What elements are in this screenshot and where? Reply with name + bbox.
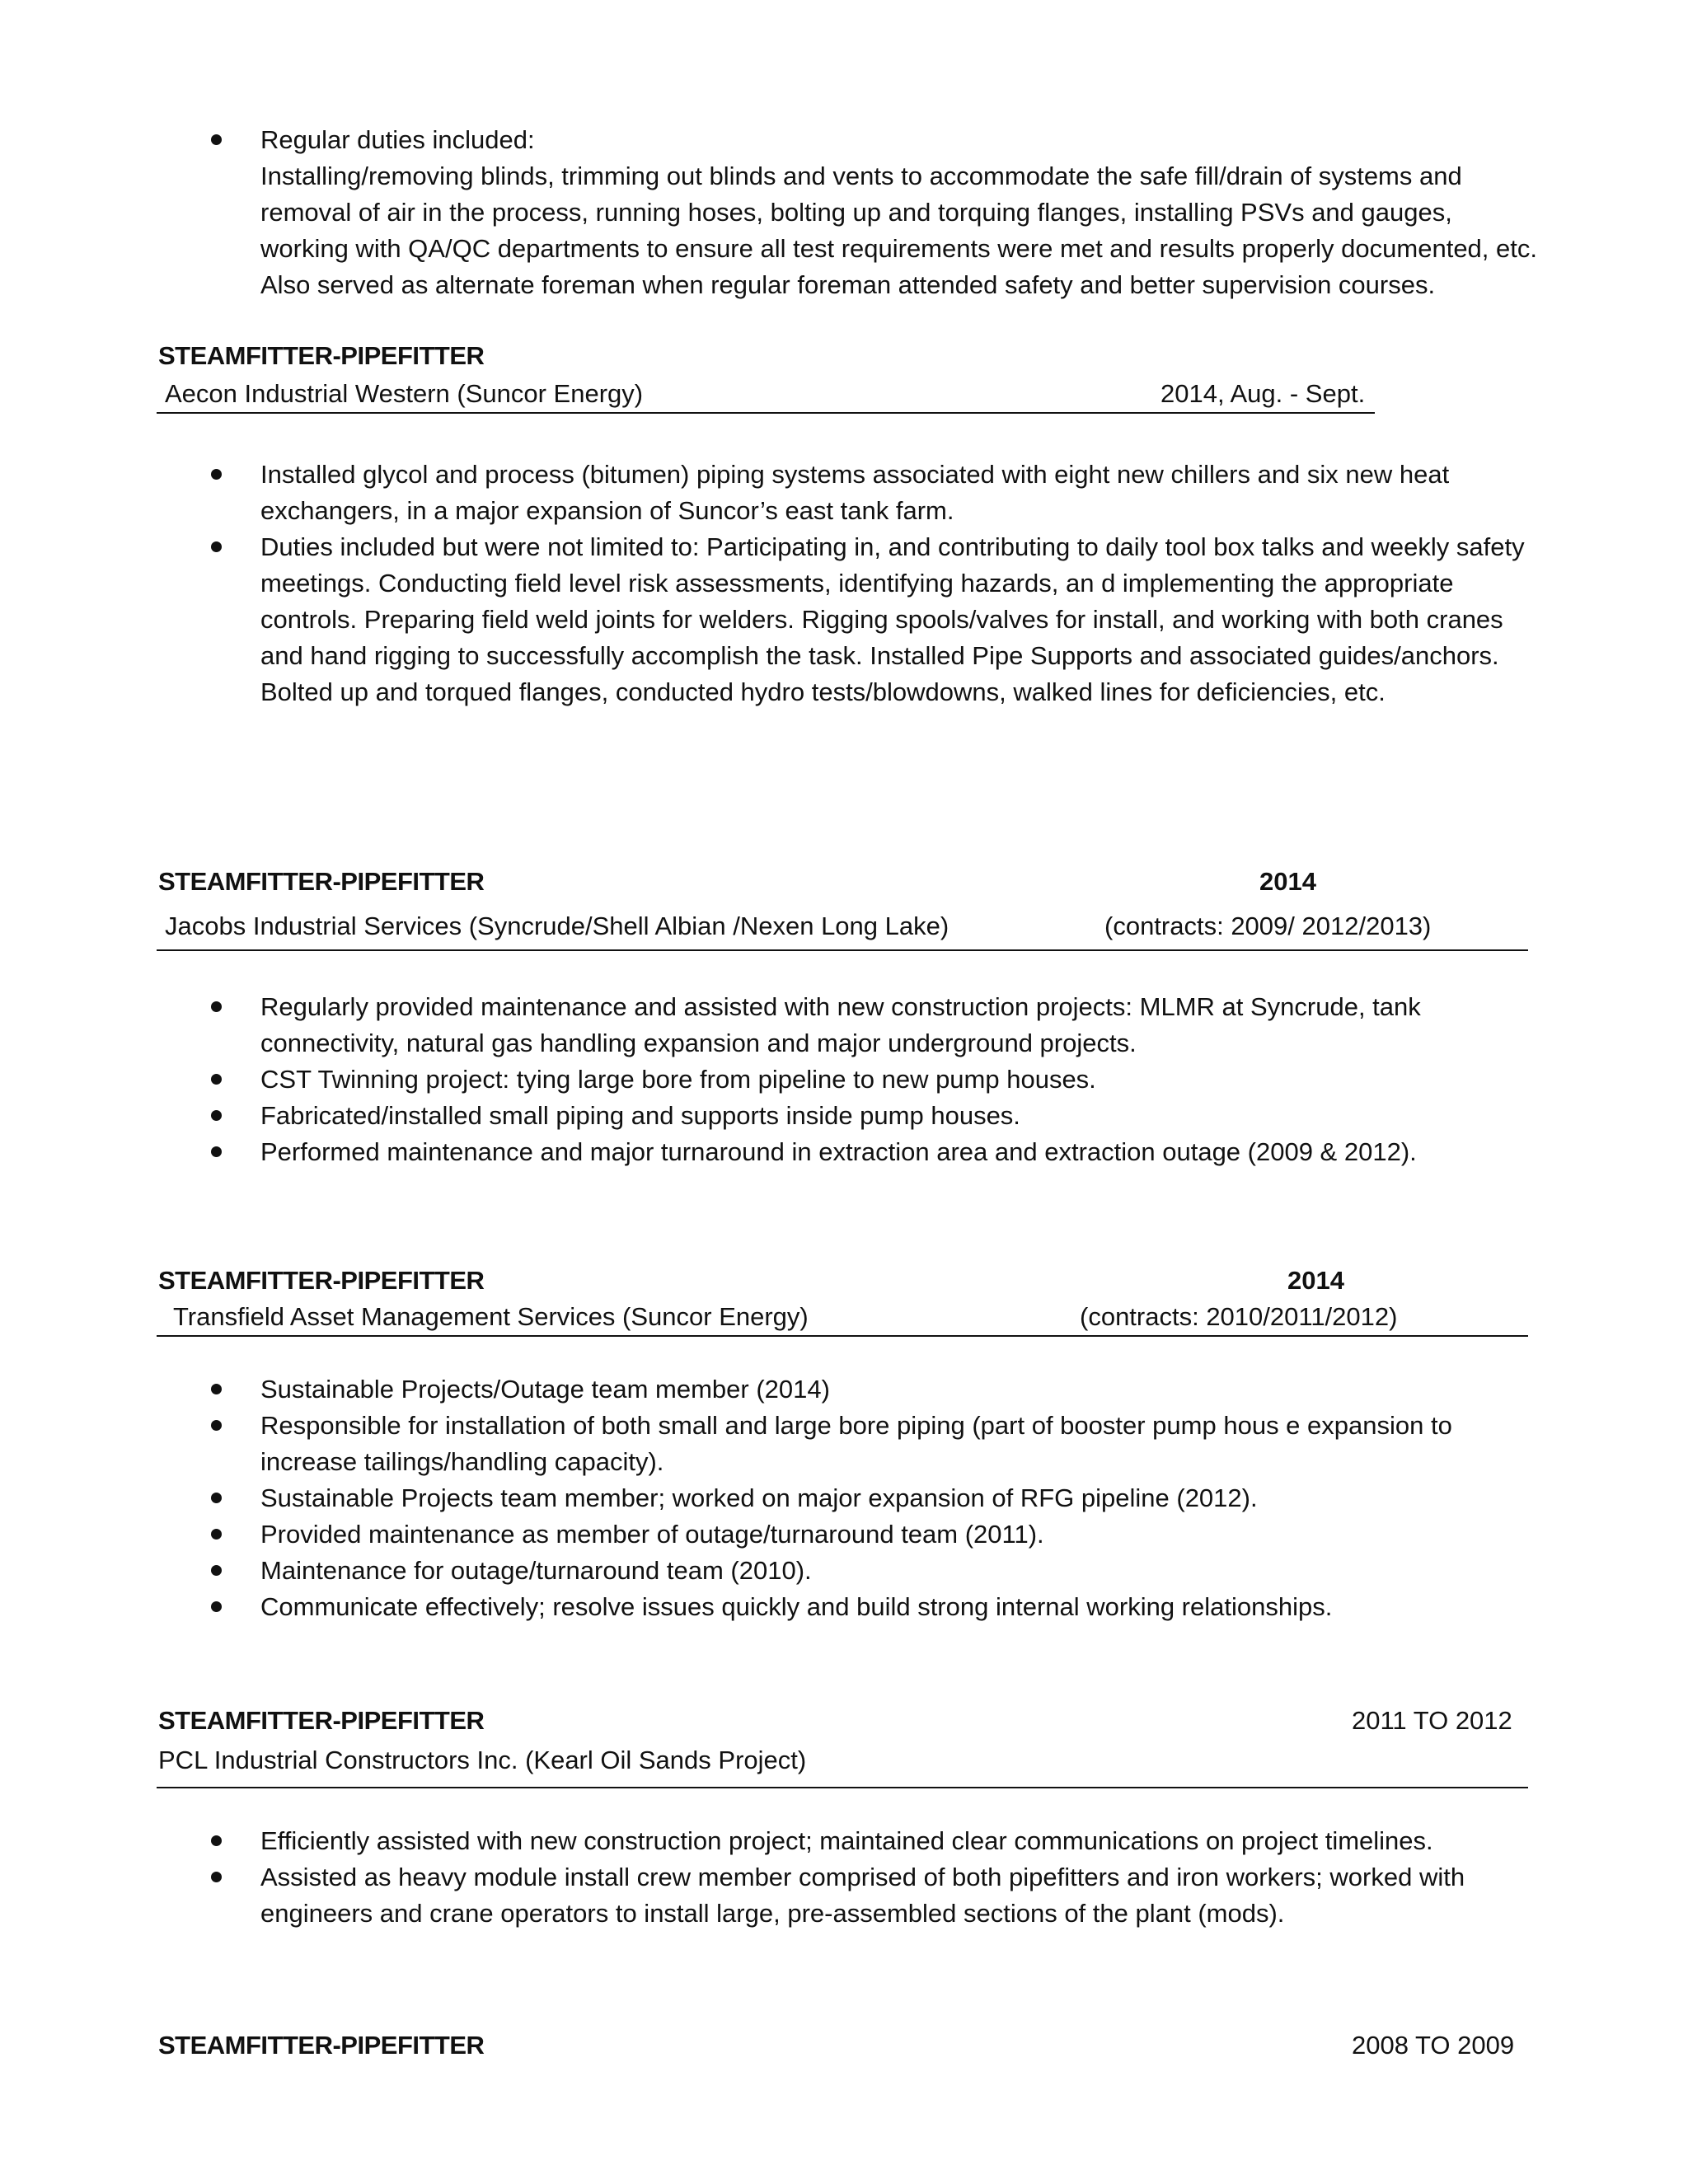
list-item: Provided maintenance as member of outage/turnaround team (2011). — [0, 1516, 1538, 1553]
job-duties-list — [0, 1823, 1538, 1932]
contract-years: (contracts: 2010/2011/2012) — [1080, 1302, 1398, 1331]
intro-body: Installing/removing blinds, trimming out blinds and vents to accommodate the safe fill/drain of systems and removal of air in the process, running hoses, bolting up and torquing flanges, installing PSVs and gauges, working with QA/QC departments to ensure all test requirements were met and results properly documented, etc. Also served as alternate foreman when regular foreman attended safety and better supervision courses. — [260, 162, 1537, 299]
job-dates: 2011 TO 2012 — [1352, 1706, 1512, 1735]
company-name: Transfield Asset Management Services (Suncor Energy) — [173, 1302, 809, 1331]
list-item: Maintenance for outage/turnaround team (2010). — [0, 1553, 1538, 1589]
list-item: Assisted as heavy module install crew member comprised of both pipefitters and iron workers; worked with engineers and crane operators to install large, pre-assembled sections of the plant (mods). — [0, 1859, 1538, 1932]
list-item: Efficiently assisted with new construction project; maintained clear communications on project timelines. — [0, 1823, 1538, 1859]
company-name: Jacobs Industrial Services (Syncrude/Shell Albian /Nexen Long Lake) — [165, 912, 950, 940]
company-name: PCL Industrial Constructors Inc. (Kearl Oil Sands Project) — [158, 1746, 807, 1774]
job-title: STEAMFITTER-PIPEFITTER — [158, 1706, 485, 1735]
company-name: Aecon Industrial Western (Suncor Energy) — [165, 379, 644, 408]
job-duties-list — [0, 457, 1538, 710]
section-divider — [157, 949, 1528, 951]
list-item: Communicate effectively; resolve issues quickly and build strong internal working relationships. — [0, 1589, 1538, 1625]
job-title: STEAMFITTER-PIPEFITTER — [158, 867, 485, 896]
list-item: Fabricated/installed small piping and supports inside pump houses. — [0, 1098, 1538, 1134]
list-item: Regularly provided maintenance and assisted with new construction projects: MLMR at Syncrude, tank connectivity, natural gas handling expansion and major underground projects. — [0, 989, 1538, 1062]
job-title: STEAMFITTER-PIPEFITTER — [158, 2031, 485, 2060]
section-divider — [157, 412, 1375, 414]
list-item: Sustainable Projects/Outage team member (2014) — [0, 1371, 1538, 1408]
job-dates: 2008 TO 2009 — [1352, 2031, 1515, 2060]
list-item: CST Twinning project: tying large bore from pipeline to new pump houses. — [0, 1062, 1538, 1098]
job-title: STEAMFITTER-PIPEFITTER — [158, 1266, 485, 1295]
list-item — [0, 122, 1538, 303]
contract-years: (contracts: 2009/ 2012/2013) — [1104, 912, 1432, 940]
job-dates: 2014 — [1259, 867, 1316, 896]
job-dates: 2014, Aug. - Sept. — [1160, 379, 1366, 408]
intro-duties-list — [0, 122, 1538, 303]
section-divider — [157, 1787, 1528, 1788]
list-item: Performed maintenance and major turnaround in extraction area and extraction outage (2009 & 2012). — [0, 1134, 1538, 1170]
list-item: Responsible for installation of both small and large bore piping (part of booster pump hous e expansion to increase tailings/handling capacity). — [0, 1408, 1538, 1480]
job-duties-list — [0, 1371, 1538, 1625]
list-item: Duties included but were not limited to: Participating in, and contributing to daily tool box talks and weekly safety meetings. Conducting field level risk assessments, identifying hazards, an d implementing the appropriate controls. Preparing field weld joints for welders. Rigging spools/valves for install, and working with both cranes and hand rigging to successfully accomplish the task. Installed Pipe Supports and associated guides/anchors. Bolted up and torqued flanges, conducted hydro tests/blowdowns, walked lines for deficiencies, etc. — [0, 529, 1538, 710]
intro-heading: Regular duties included: — [260, 125, 535, 154]
job-dates: 2014 — [1287, 1266, 1344, 1295]
job-title: STEAMFITTER-PIPEFITTER — [158, 341, 485, 370]
section-divider — [157, 1335, 1528, 1337]
list-item: Sustainable Projects team member; worked on major expansion of RFG pipeline (2012). — [0, 1480, 1538, 1516]
list-item: Installed glycol and process (bitumen) piping systems associated with eight new chillers and six new heat exchangers, in a major expansion of Suncor’s east tank farm. — [0, 457, 1538, 529]
job-duties-list — [0, 989, 1538, 1170]
